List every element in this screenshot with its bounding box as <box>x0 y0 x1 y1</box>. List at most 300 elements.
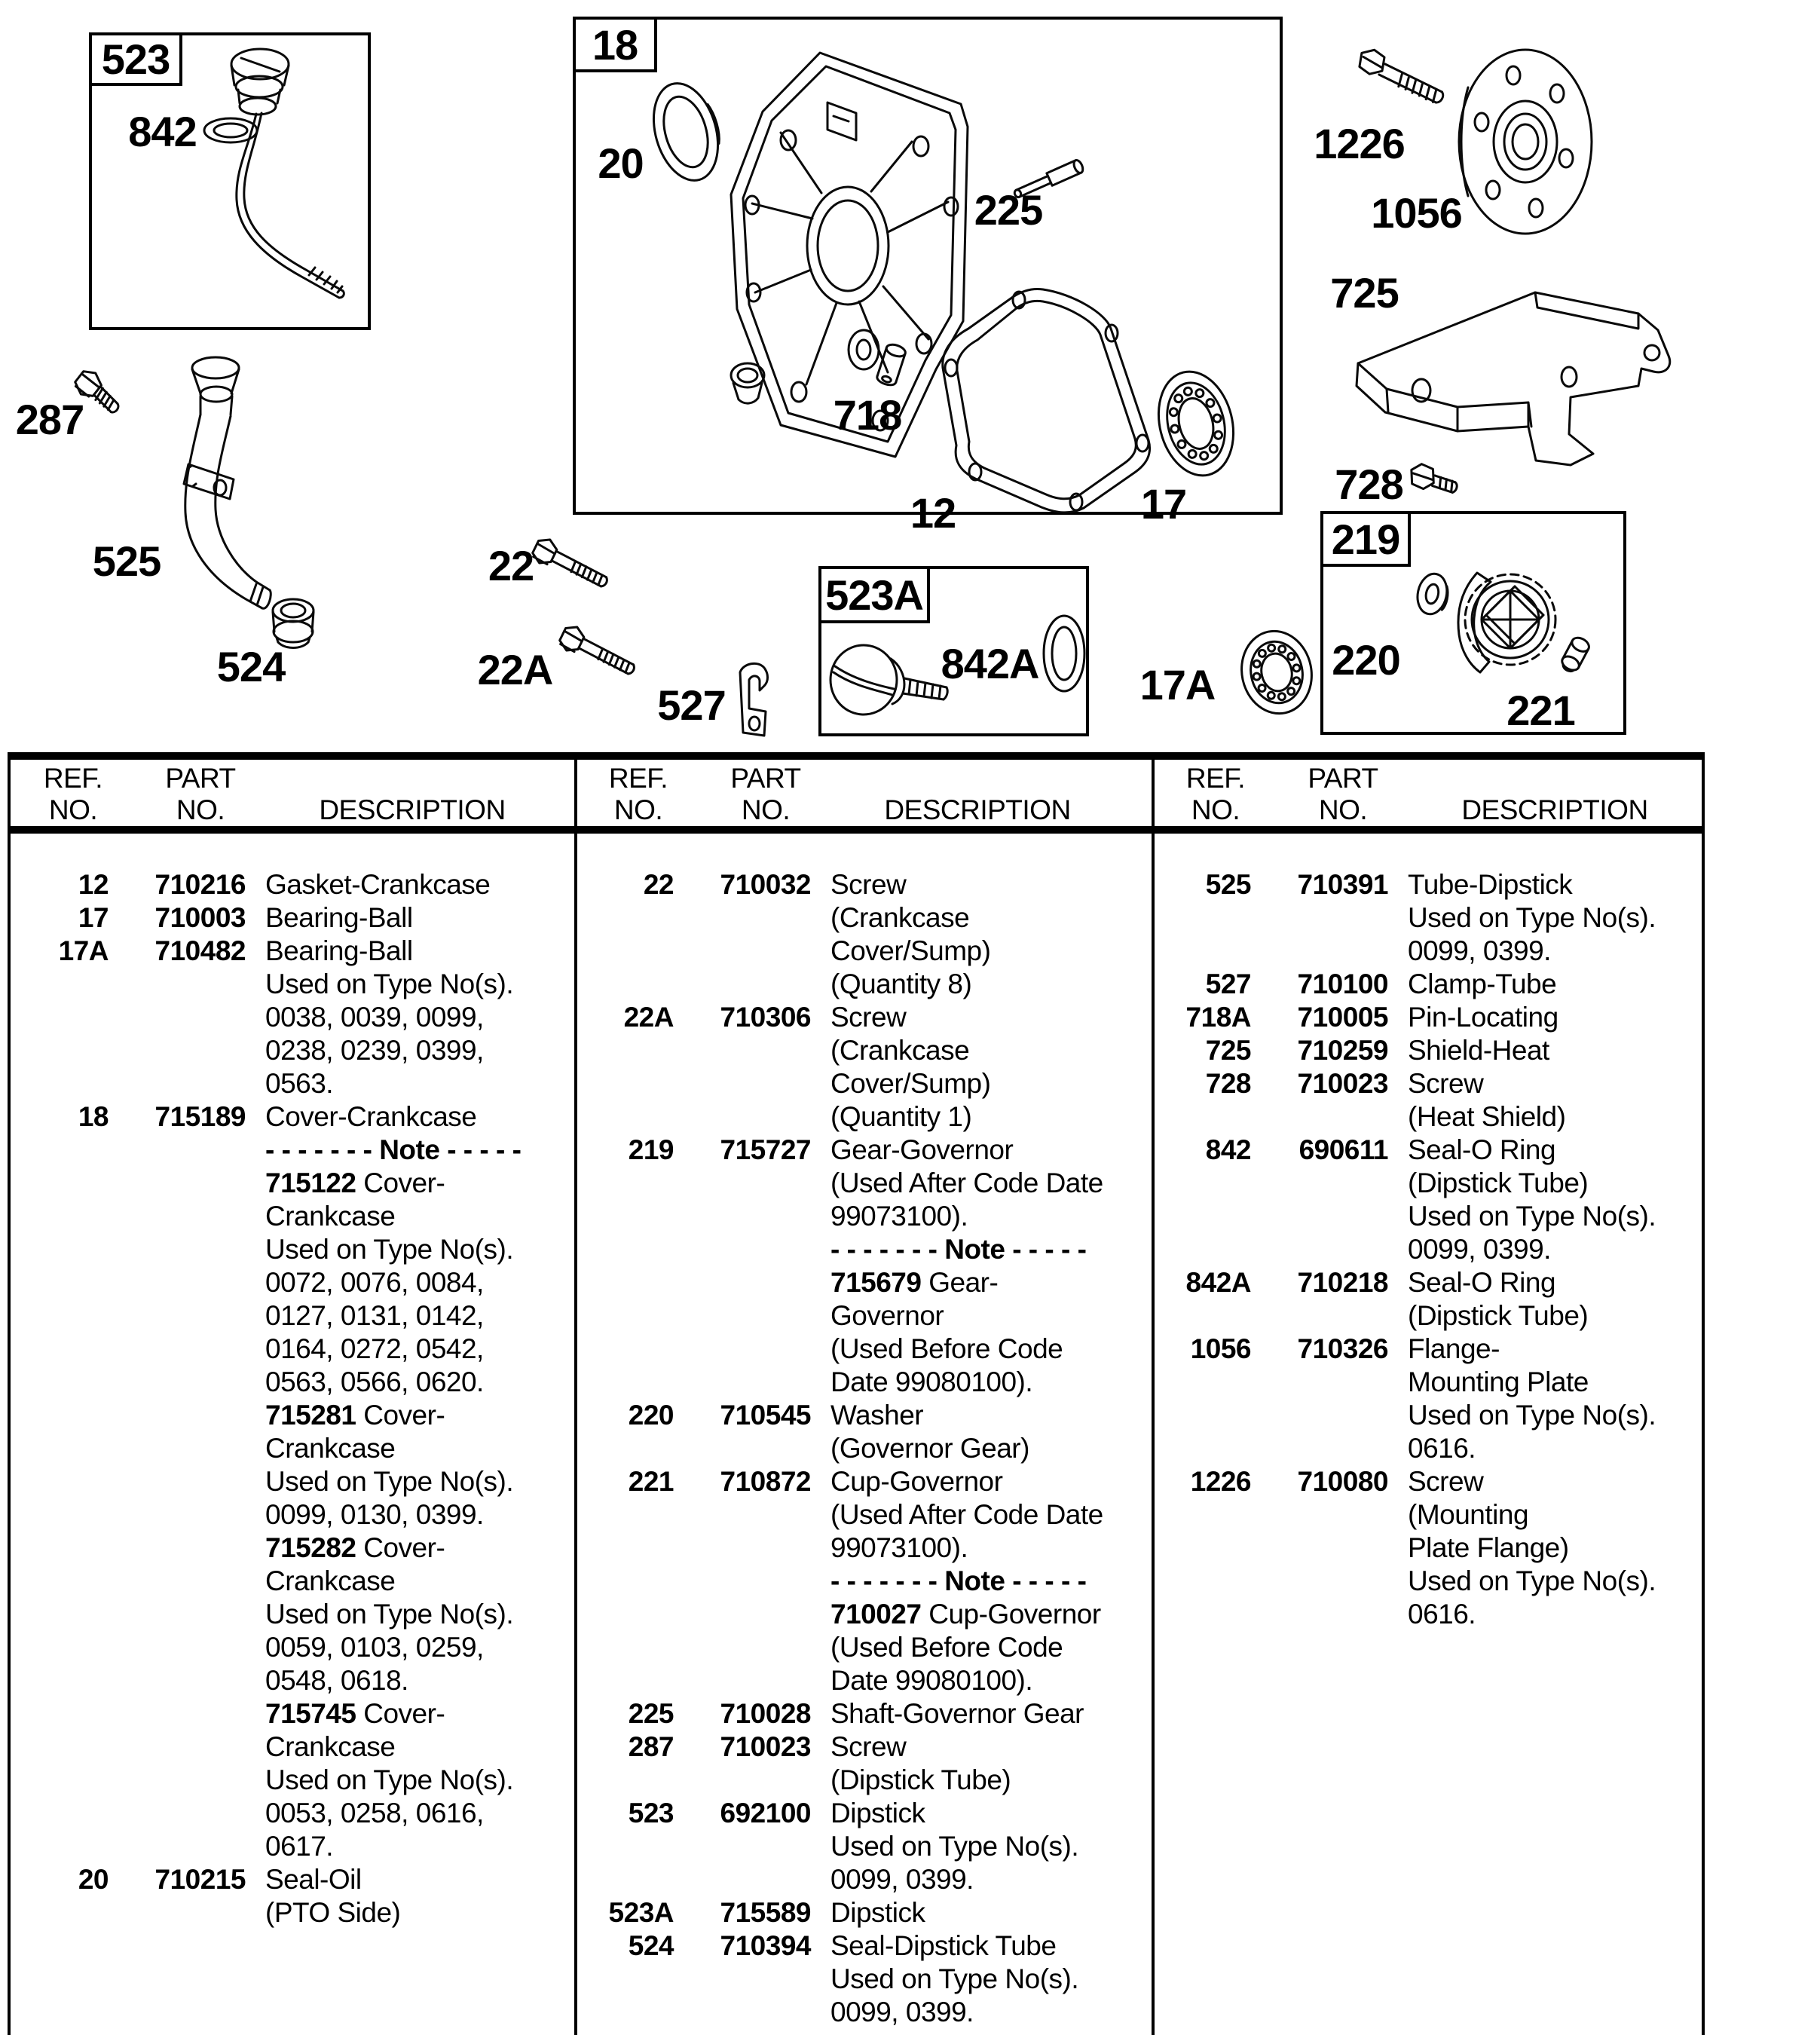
part-no-cell: 710391 <box>1297 869 1388 900</box>
table-row <box>9 1333 574 1366</box>
callout-524: 524 <box>216 643 286 690</box>
description-cell <box>830 1632 1063 1663</box>
table-row <box>1152 1234 1717 1267</box>
ref-no-cell: 523A <box>608 1897 674 1928</box>
table-row <box>9 1665 574 1698</box>
table-header-rule <box>8 826 1705 834</box>
description-cell <box>265 1101 476 1133</box>
table-row <box>9 1134 574 1167</box>
callout-287: 287 <box>15 396 84 443</box>
description-segment: 715122 <box>265 1167 356 1198</box>
description-segment: Crankcase <box>265 1731 396 1762</box>
description-cell <box>265 1731 395 1763</box>
description-cell <box>1408 1068 1483 1100</box>
table-row <box>1152 902 1717 935</box>
description-segment: Screw <box>830 869 907 900</box>
table-row <box>1152 935 1717 969</box>
table-row <box>9 1831 574 1864</box>
table-row <box>574 1267 1139 1300</box>
description-cell <box>830 1897 925 1929</box>
description-cell <box>1408 1101 1565 1133</box>
table-row <box>9 1499 574 1532</box>
header-description: DESCRIPTION <box>884 794 1071 825</box>
callout-728: 728 <box>1335 461 1403 508</box>
ref-no-cell: 728 <box>1205 1068 1251 1099</box>
dipstick-plug-523a-drawing <box>826 642 958 718</box>
description-segment: 0053, 0258, 0616, <box>265 1798 484 1828</box>
table-row <box>1152 1002 1717 1035</box>
part-no-cell: 710100 <box>1297 969 1388 999</box>
table-row <box>574 1433 1139 1466</box>
governor-gear-219-drawing <box>1447 550 1568 686</box>
description-cell <box>1408 1035 1549 1066</box>
table-row <box>1152 1035 1717 1068</box>
description-segment: Seal-Dipstick Tube <box>830 1930 1057 1961</box>
description-cell <box>265 1201 395 1232</box>
inset-box-523-label: 523 <box>89 32 182 86</box>
callout-12: 12 <box>910 489 956 537</box>
part-no-cell: 710023 <box>1297 1068 1388 1099</box>
table-row <box>574 1831 1139 1864</box>
description-segment: Flange- <box>1408 1333 1500 1364</box>
ref-no-cell: 842 <box>1205 1134 1251 1165</box>
description-cell <box>830 1267 998 1299</box>
description-segment: Plate Flange) <box>1408 1532 1569 1563</box>
description-cell <box>830 1599 1101 1630</box>
table-row <box>1152 1068 1717 1101</box>
description-cell <box>265 1831 333 1862</box>
ref-no-cell: 17A <box>58 935 109 966</box>
description-cell <box>830 935 990 967</box>
description-cell <box>265 1864 362 1896</box>
ref-no-cell: 22A <box>623 1002 674 1033</box>
description-segment: Cover- <box>356 1532 445 1563</box>
table-row <box>574 1201 1139 1234</box>
description-segment: 0099, 0130, 0399. <box>265 1499 484 1530</box>
table-row <box>574 1632 1139 1665</box>
table-row <box>1152 1300 1717 1333</box>
part-no-cell: 710216 <box>154 869 246 900</box>
description-cell <box>1408 1333 1500 1365</box>
description-cell <box>265 1134 521 1166</box>
description-segment: (Used After Code Date <box>830 1167 1103 1198</box>
part-no-cell: 710005 <box>1297 1002 1388 1033</box>
description-segment: Used on Type No(s). <box>1408 902 1656 933</box>
description-segment: Crankcase <box>265 1433 396 1464</box>
description-segment: Used on Type No(s). <box>265 969 514 999</box>
header-ref-line2: NO. <box>613 794 663 825</box>
table-row <box>9 1764 574 1798</box>
ref-no-cell: 225 <box>628 1698 674 1729</box>
table-row <box>574 1068 1139 1101</box>
ref-no-cell: 219 <box>628 1134 674 1165</box>
description-cell <box>265 1565 395 1597</box>
ref-no-cell: 842A <box>1185 1267 1251 1298</box>
description-cell <box>830 1167 1103 1199</box>
description-segment: 0099, 0399. <box>830 1864 974 1895</box>
description-cell <box>830 1035 969 1066</box>
callout-20: 20 <box>598 139 644 187</box>
description-segment: Used on Type No(s). <box>830 1831 1079 1862</box>
table-row <box>9 1599 574 1632</box>
table-row <box>9 1897 574 1930</box>
ref-no-cell: 221 <box>628 1466 674 1497</box>
description-cell <box>265 1234 513 1265</box>
description-cell <box>265 1366 484 1398</box>
description-segment: Cover- <box>356 1400 445 1431</box>
description-cell <box>265 1698 445 1730</box>
table-row <box>9 1400 574 1433</box>
table-row <box>9 869 574 902</box>
inset-box-219-label: 219 <box>1320 511 1411 567</box>
description-segment: Used on Type No(s). <box>265 1466 514 1497</box>
table-row <box>574 1764 1139 1798</box>
header-ref-line2: NO. <box>48 794 98 825</box>
description-cell <box>265 1035 484 1066</box>
table-row <box>9 1565 574 1599</box>
tube-clamp-527-drawing <box>730 659 778 740</box>
callout-725: 725 <box>1330 269 1399 317</box>
description-segment: 715281 <box>265 1400 356 1431</box>
dipstick-drawing <box>188 41 366 313</box>
description-cell <box>830 1101 971 1133</box>
description-cell <box>830 1333 1063 1365</box>
description-cell <box>830 1798 925 1829</box>
header-part-line1: PART <box>730 763 801 794</box>
table-row <box>1152 1366 1717 1400</box>
table-row <box>9 1532 574 1565</box>
part-no-cell: 710872 <box>720 1466 811 1497</box>
table-row <box>574 902 1139 935</box>
description-segment: 710027 <box>830 1599 922 1630</box>
ref-no-cell: 1056 <box>1190 1333 1251 1364</box>
part-no-cell: 715589 <box>720 1897 811 1928</box>
description-cell <box>1408 1400 1656 1431</box>
callout-22a: 22A <box>477 646 553 693</box>
ref-no-cell: 523 <box>628 1798 674 1828</box>
description-cell <box>265 935 413 967</box>
parts-table-column-3 <box>1152 869 1717 1632</box>
part-no-cell: 710023 <box>720 1731 811 1762</box>
header-part-line1: PART <box>1308 763 1378 794</box>
description-segment: 0099, 0399. <box>830 1997 974 2027</box>
part-no-cell: 690611 <box>1298 1134 1388 1165</box>
description-cell <box>265 1532 445 1564</box>
callout-17: 17 <box>1140 480 1187 528</box>
description-segment: Screw <box>830 1002 907 1033</box>
table-row <box>574 969 1139 1002</box>
ref-no-cell: 20 <box>78 1864 109 1895</box>
description-cell <box>265 1764 513 1796</box>
table-row <box>9 1466 574 1499</box>
locating-pin-718-drawing <box>868 341 913 392</box>
table-row <box>9 1433 574 1466</box>
table-row <box>9 935 574 969</box>
description-segment: Used on Type No(s). <box>830 1963 1079 1994</box>
table-row <box>9 1632 574 1665</box>
description-segment: 0127, 0131, 0142, <box>265 1300 484 1331</box>
table-row <box>574 1234 1139 1267</box>
description-segment: Date 99080100). <box>830 1665 1033 1696</box>
table-row <box>9 1201 574 1234</box>
table-row <box>9 1035 574 1068</box>
ball-bearing-17-drawing <box>1155 365 1241 484</box>
description-cell <box>265 1599 513 1630</box>
table-row <box>1152 869 1717 902</box>
table-row <box>574 1466 1139 1499</box>
part-no-cell: 710215 <box>154 1864 246 1895</box>
description-cell <box>830 1831 1078 1862</box>
description-segment: Dipstick <box>830 1897 925 1928</box>
description-cell <box>1408 1532 1569 1564</box>
table-row <box>574 1864 1139 1897</box>
ref-no-cell: 524 <box>628 1930 674 1961</box>
description-segment: Cup-Governor <box>830 1466 1003 1497</box>
table-row <box>574 1532 1139 1565</box>
description-segment: 0164, 0272, 0542, <box>265 1333 484 1364</box>
description-segment: 0563, 0566, 0620. <box>265 1366 484 1397</box>
description-cell <box>830 1565 1086 1597</box>
table-row <box>9 1798 574 1831</box>
table-row <box>9 969 574 1002</box>
description-cell <box>830 1466 1002 1498</box>
description-cell <box>1408 1002 1558 1033</box>
screw-287-drawing <box>72 369 140 445</box>
description-cell <box>265 1466 513 1498</box>
table-row <box>574 1300 1139 1333</box>
table-row <box>9 1068 574 1101</box>
table-row <box>574 1897 1139 1930</box>
description-cell <box>1408 1167 1588 1199</box>
description-cell <box>1408 869 1572 901</box>
description-cell <box>830 1665 1032 1697</box>
callout-842: 842 <box>128 108 197 155</box>
ref-no-cell: 718A <box>1185 1002 1251 1033</box>
description-segment: (Heat Shield) <box>1408 1101 1566 1132</box>
callout-842a: 842A <box>941 640 1039 687</box>
ref-no-cell: 12 <box>78 869 109 900</box>
header-ref-line1: REF. <box>43 763 103 794</box>
table-row <box>574 1798 1139 1831</box>
table-row <box>574 1134 1139 1167</box>
description-cell <box>830 1997 974 2028</box>
description-segment: Governor <box>830 1300 944 1331</box>
description-segment: Mounting Plate <box>1408 1366 1589 1397</box>
callout-527: 527 <box>657 681 726 729</box>
description-cell <box>265 1632 484 1663</box>
description-segment: 99073100). <box>830 1201 968 1232</box>
washer-220-drawing <box>1412 570 1451 621</box>
callout-225: 225 <box>974 186 1043 234</box>
part-no-cell: 710326 <box>1297 1333 1388 1364</box>
description-segment: Cover/Sump) <box>830 1068 991 1099</box>
table-row <box>574 1665 1139 1698</box>
description-segment: Shaft-Governor Gear <box>830 1698 1084 1729</box>
description-cell <box>830 1532 968 1564</box>
description-cell <box>1408 1134 1555 1166</box>
description-cell <box>830 969 971 1000</box>
part-no-cell: 710028 <box>720 1698 811 1729</box>
description-segment: Seal-O Ring <box>1408 1134 1556 1165</box>
description-cell <box>1408 1267 1555 1299</box>
description-cell <box>265 1400 445 1431</box>
description-segment: Screw <box>1408 1068 1484 1099</box>
description-segment: - - - - - - - Note - - - - - <box>265 1134 522 1165</box>
description-cell <box>1408 1366 1589 1398</box>
description-segment: (Used After Code Date <box>830 1499 1103 1530</box>
ref-no-cell: 22 <box>643 869 674 900</box>
description-segment: Shield-Heat <box>1408 1035 1549 1066</box>
description-cell <box>830 1234 1086 1265</box>
description-segment: 0099, 0399. <box>1408 1234 1551 1265</box>
description-cell <box>1408 902 1656 934</box>
description-cell <box>830 1963 1078 1995</box>
table-row <box>9 1698 574 1731</box>
description-segment: Gasket-Crankcase <box>265 869 491 900</box>
table-row <box>574 1698 1139 1731</box>
table-row <box>1152 1134 1717 1167</box>
description-cell <box>830 1764 1011 1796</box>
description-segment: Seal-O Ring <box>1408 1267 1556 1298</box>
part-no-cell: 710306 <box>720 1002 811 1033</box>
table-row <box>1152 1499 1717 1532</box>
ball-bearing-17a-drawing <box>1237 627 1320 719</box>
description-segment: Crankcase <box>265 1565 396 1596</box>
part-no-cell: 710394 <box>720 1930 811 1961</box>
ref-no-cell: 1226 <box>1190 1466 1251 1497</box>
table-row <box>574 1565 1139 1599</box>
header-description: DESCRIPTION <box>1461 794 1648 825</box>
table-row <box>1152 1167 1717 1201</box>
description-segment: (Quantity 1) <box>830 1101 972 1132</box>
description-segment: Used on Type No(s). <box>1408 1400 1656 1431</box>
description-segment: 0617. <box>265 1831 334 1862</box>
ref-no-cell: 17 <box>78 902 109 933</box>
description-segment: Clamp-Tube <box>1408 969 1557 999</box>
description-segment: 0238, 0239, 0399, <box>265 1035 484 1066</box>
callout-718: 718 <box>833 391 902 439</box>
description-segment: Screw <box>1408 1466 1484 1497</box>
description-cell <box>830 869 906 901</box>
description-cell <box>1408 1499 1528 1531</box>
description-cell <box>1408 935 1551 967</box>
table-row <box>9 1366 574 1400</box>
screw-22a-drawing <box>559 626 653 697</box>
table-row <box>574 1997 1139 2030</box>
inset-box-523a-label: 523A <box>818 566 930 623</box>
description-segment: 0616. <box>1408 1433 1476 1464</box>
description-segment: - - - - - - - Note - - - - - <box>830 1234 1087 1265</box>
description-cell <box>830 1930 1056 1962</box>
description-segment: (Used Before Code <box>830 1632 1063 1663</box>
ref-no-cell: 725 <box>1205 1035 1251 1066</box>
description-cell <box>1408 1201 1656 1232</box>
description-segment: Pin-Locating <box>1408 1002 1558 1033</box>
description-segment: Gear- <box>921 1267 999 1298</box>
description-cell <box>265 1897 400 1929</box>
description-cell <box>265 1167 445 1199</box>
callout-22: 22 <box>488 542 534 589</box>
description-segment: 715679 <box>830 1267 922 1298</box>
table-row <box>574 1002 1139 1035</box>
description-cell <box>830 1201 968 1232</box>
part-no-cell: 710003 <box>154 902 246 933</box>
table-top-rule <box>8 752 1705 760</box>
table-row <box>574 1366 1139 1400</box>
header-part-line2: NO. <box>176 794 225 825</box>
description-cell <box>830 1400 923 1431</box>
inset-box-18-label: 18 <box>573 17 657 72</box>
part-no-cell: 710545 <box>720 1400 811 1431</box>
table-row <box>1152 1333 1717 1366</box>
description-cell <box>1408 969 1556 1000</box>
description-segment: (Crankcase <box>830 902 970 933</box>
part-no-cell: 692100 <box>720 1798 811 1828</box>
description-segment: Cup-Governor <box>921 1599 1101 1630</box>
table-row <box>1152 969 1717 1002</box>
description-cell <box>830 1068 990 1100</box>
description-cell <box>830 1731 906 1763</box>
table-row <box>9 1101 574 1134</box>
description-segment: (Quantity 8) <box>830 969 972 999</box>
description-cell <box>830 1499 1103 1531</box>
description-segment: 0563. <box>265 1068 334 1099</box>
description-segment: Crankcase <box>265 1201 396 1232</box>
description-cell <box>1408 1599 1476 1630</box>
description-segment: (Governor Gear) <box>830 1433 1029 1464</box>
table-row <box>1152 1400 1717 1433</box>
description-cell <box>265 1665 408 1697</box>
description-segment: (Crankcase <box>830 1035 970 1066</box>
parts-table-column-1 <box>9 869 574 1930</box>
gasket-12-drawing <box>928 283 1158 517</box>
table-row <box>1152 1101 1717 1134</box>
description-cell <box>830 1433 1029 1464</box>
table-row <box>9 1864 574 1897</box>
heat-shield-725-drawing <box>1343 271 1708 471</box>
callout-17a: 17A <box>1139 661 1216 708</box>
table-row <box>9 1234 574 1267</box>
description-cell <box>830 1698 1084 1730</box>
description-segment: Used on Type No(s). <box>265 1234 514 1265</box>
ref-no-cell: 220 <box>628 1400 674 1431</box>
mounting-plate-flange-1056-drawing <box>1451 44 1598 240</box>
description-segment: Used on Type No(s). <box>265 1764 514 1795</box>
description-segment: (Used Before Code <box>830 1333 1063 1364</box>
description-segment: Gear-Governor <box>830 1134 1014 1165</box>
description-cell <box>265 1433 395 1464</box>
description-cell <box>1408 1300 1588 1332</box>
header-part-line1: PART <box>165 763 236 794</box>
description-segment: (Dipstick Tube) <box>1408 1167 1589 1198</box>
description-segment: Screw <box>830 1731 907 1762</box>
description-segment: Cover-Crankcase <box>265 1101 477 1132</box>
description-cell <box>1408 1433 1476 1464</box>
description-cell <box>265 869 490 901</box>
description-cell <box>1408 1565 1656 1597</box>
description-segment: (PTO Side) <box>265 1897 401 1928</box>
description-segment: (Dipstick Tube) <box>830 1764 1011 1795</box>
ref-no-cell: 287 <box>628 1731 674 1762</box>
table-row <box>1152 1466 1717 1499</box>
description-segment: 715282 <box>265 1532 356 1563</box>
screw-22-drawing <box>532 538 626 610</box>
description-cell <box>265 1333 484 1365</box>
dipstick-tube-drawing <box>158 351 283 634</box>
governor-cup-221-drawing <box>1566 635 1619 686</box>
callout-220: 220 <box>1332 636 1400 684</box>
table-row <box>574 1731 1139 1764</box>
